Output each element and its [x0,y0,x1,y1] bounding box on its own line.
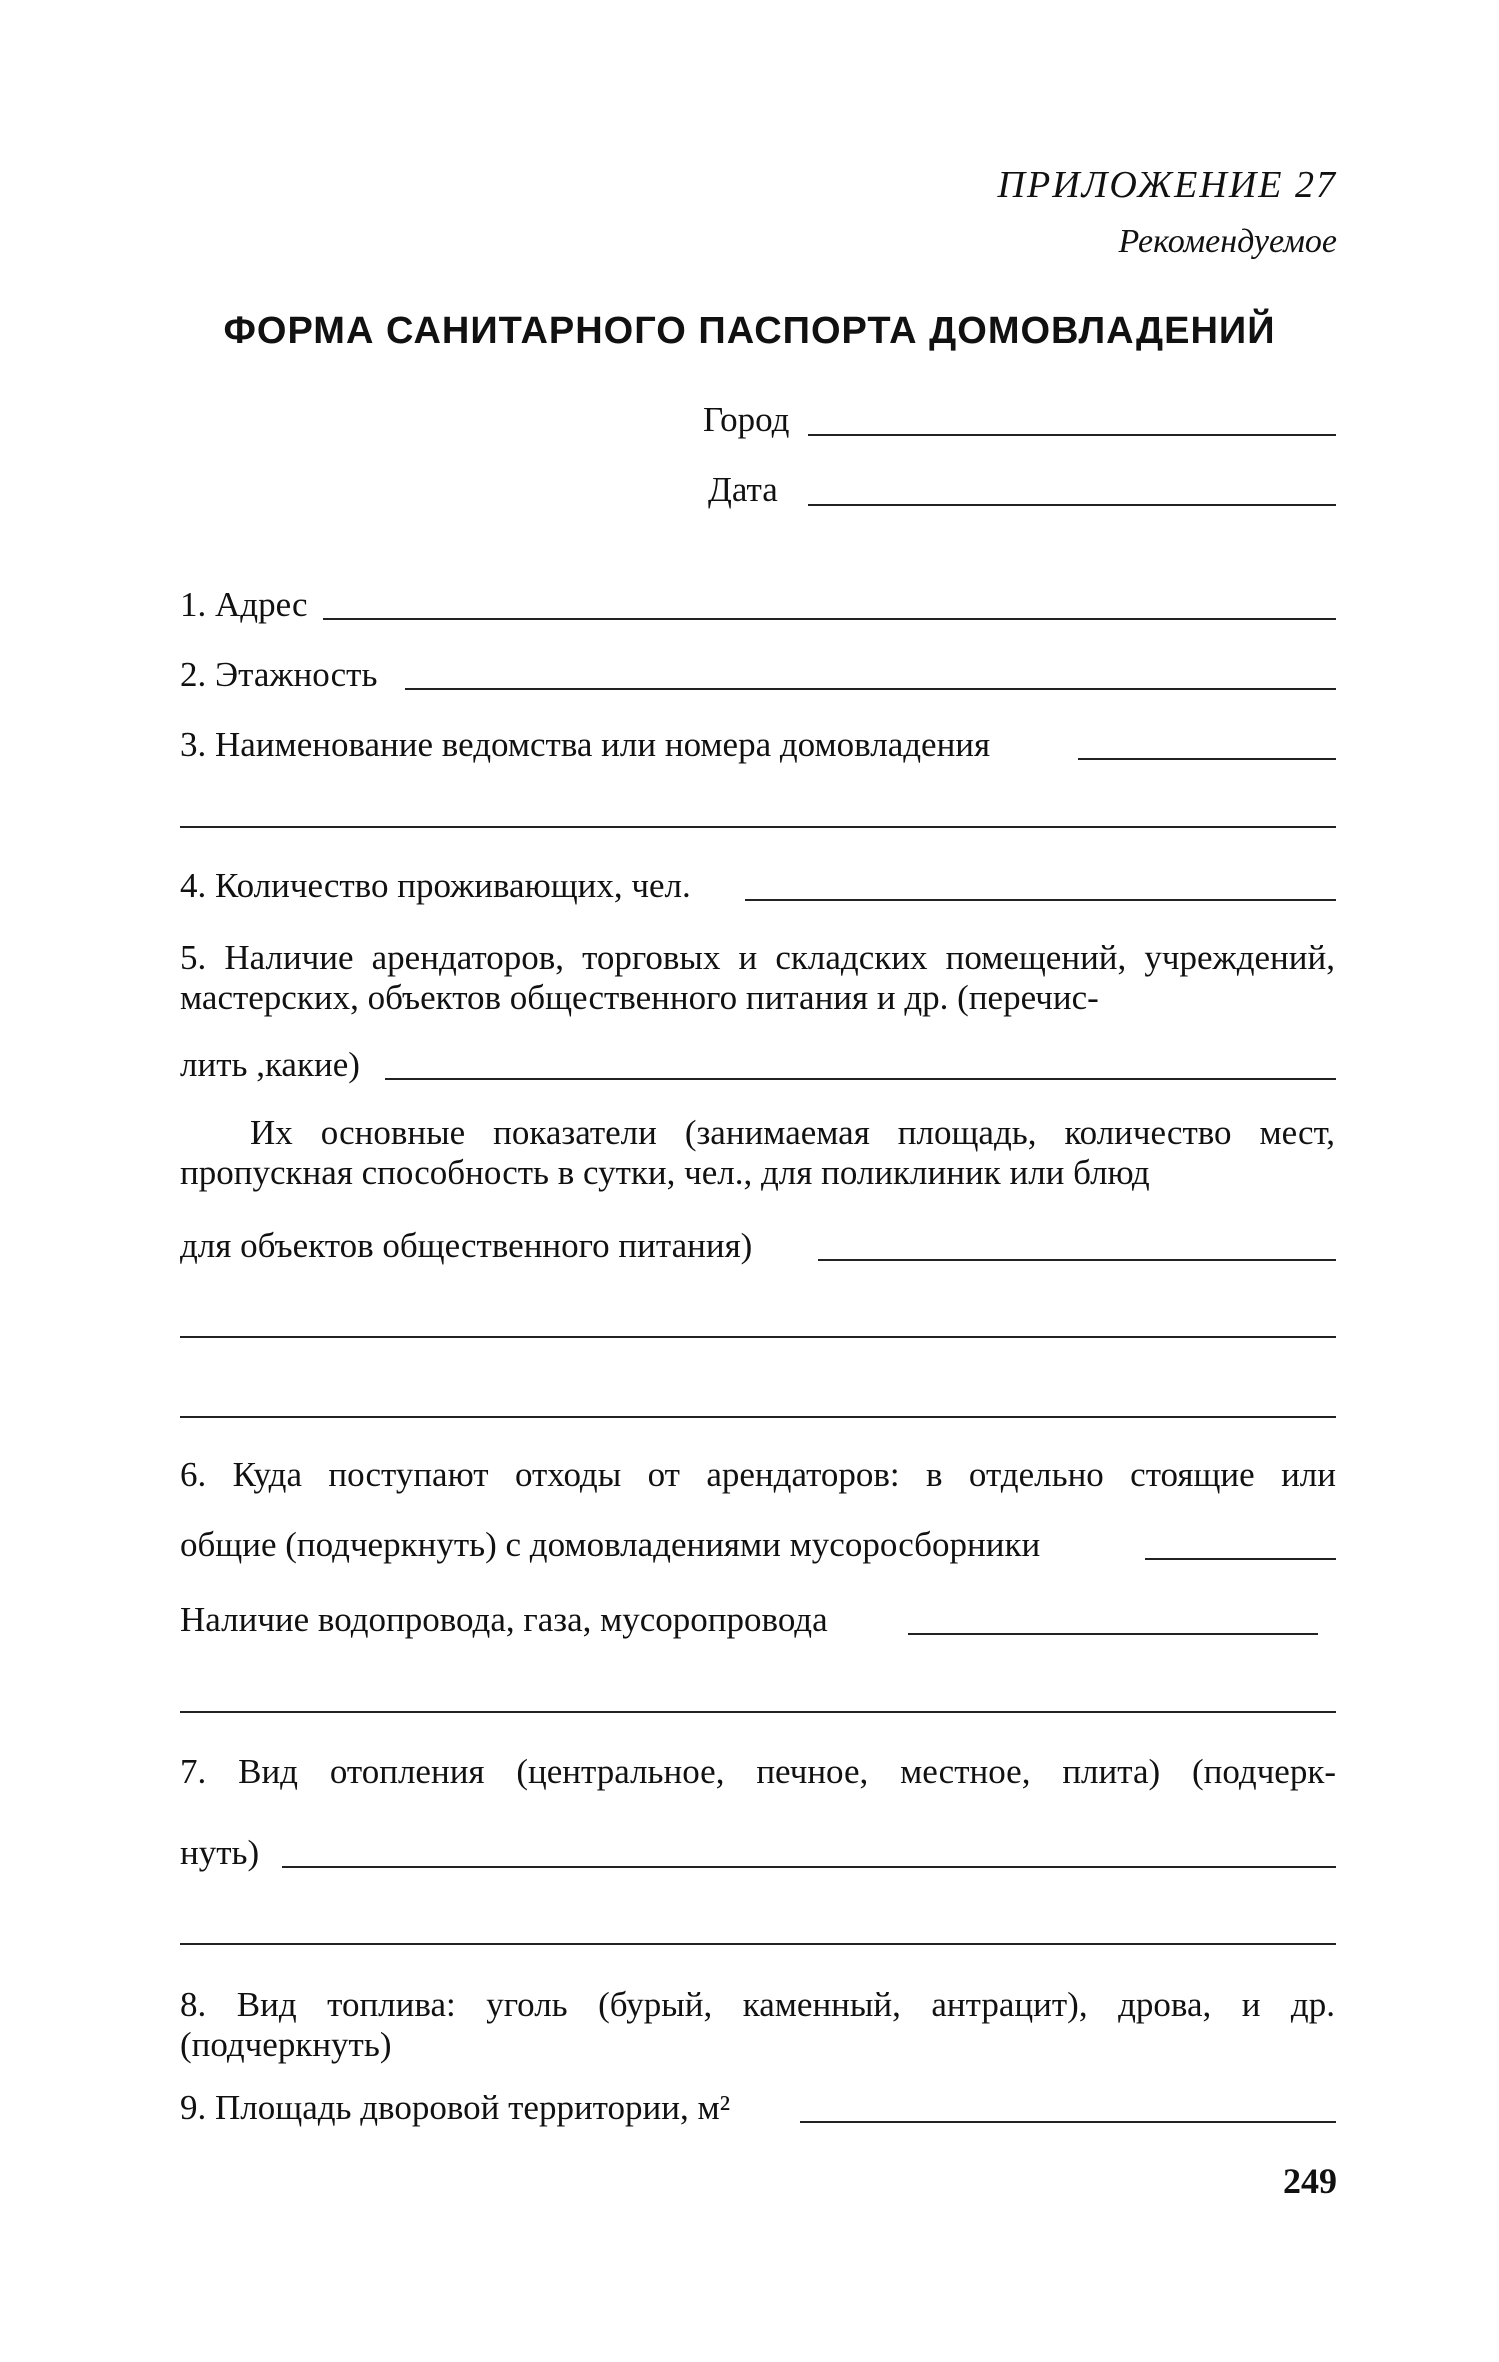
date-field[interactable] [808,504,1336,506]
department-label: 3. Наименование ведомства или номера домовладения [180,725,991,764]
status-label: Рекомендуемое [1118,223,1337,260]
department-field-line-2[interactable] [180,826,1336,828]
heating-field-line-2[interactable] [180,1943,1336,1945]
address-field[interactable] [323,618,1336,620]
fuel-paragraph: 8. Вид топлива: уголь (бурый, каменный, антрацит), дрова, и др. (подчеркнуть) [180,1985,1335,2064]
page-title: ФОРМА САНИТАРНОГО ПАСПОРТА ДОМОВЛАДЕНИЙ [223,310,1276,352]
yard-area-label: 9. Площадь дворовой территории, м² [180,2088,731,2127]
utilities-field-line-2[interactable] [180,1711,1336,1713]
appendix-label: ПРИЛОЖЕНИЕ 27 [997,164,1337,206]
floors-field[interactable] [405,688,1336,690]
tenants-paragraph: 5. Наличие арендаторов, торговых и складских помещений, учреждений, мастерских, объектов общественного питания и др. (перечис- [180,938,1335,1017]
residents-field[interactable] [745,899,1336,901]
waste-intro-label: 6. Куда поступают отходы от арендаторов: в отдельно стоящие или [180,1455,1336,1494]
page-number: 249 [1283,2161,1337,2201]
utilities-label: Наличие водопровода, газа, мусоропровода [180,1600,828,1639]
utilities-field[interactable] [908,1633,1318,1635]
city-label: Город [703,400,790,439]
department-field[interactable] [1078,758,1336,760]
tenants-field[interactable] [385,1078,1336,1080]
city-field[interactable] [808,434,1336,436]
indicators-field-line-2[interactable] [180,1336,1336,1338]
indicators-tail-label: для объектов общественного питания) [180,1226,753,1265]
waste-tail-label: общие (подчеркнуть) с домовладениями мусоросборники [180,1525,1041,1564]
indicators-field[interactable] [818,1259,1336,1261]
indicators-paragraph: Их основные показатели (занимаемая площадь, количество мест, пропускная способность в сутки, чел., для поликлиник или блюд [180,1113,1335,1192]
address-label: 1. Адрес [180,585,308,624]
indicators-field-line-3[interactable] [180,1416,1336,1418]
date-label: Дата [708,470,778,509]
heating-intro-label: 7. Вид отопления (центральное, печное, местное, плита) (подчерк- [180,1752,1336,1791]
yard-area-field[interactable] [800,2121,1336,2123]
residents-label: 4. Количество проживающих, чел. [180,866,691,905]
heating-tail-label: нуть) [180,1833,260,1872]
tenants-tail-label: лить ,какие) [180,1045,360,1084]
waste-field[interactable] [1145,1558,1336,1560]
heating-field[interactable] [282,1866,1336,1868]
floors-label: 2. Этажность [180,655,378,694]
